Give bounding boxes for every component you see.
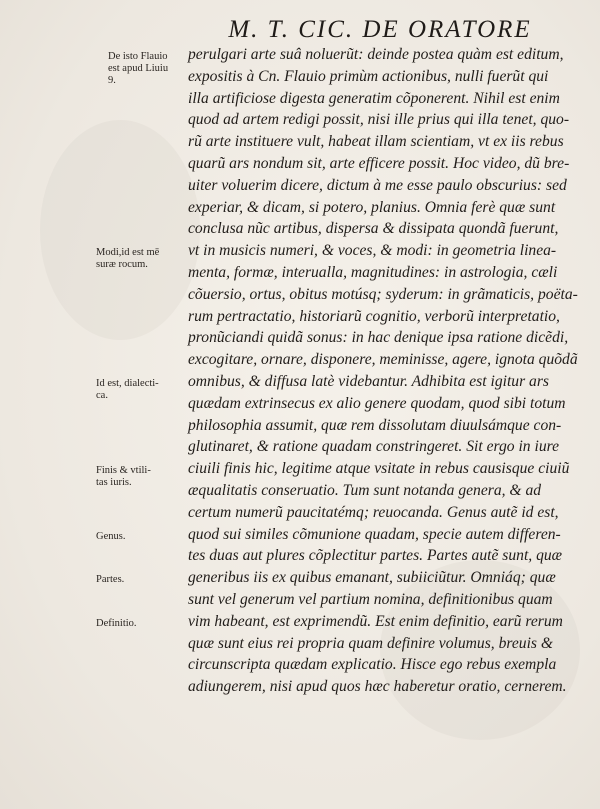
- margin-note-line: Genus.: [96, 530, 126, 542]
- text-line: conclusa nũc artibus, dispersa & dissipata quondã fuerunt,: [188, 220, 559, 238]
- margin-note-line: Modi,id est mē: [96, 247, 160, 259]
- text-line: omnibus, & diffusa latè videbantur. Adhibita est igitur ars: [188, 373, 549, 390]
- text-line: generibus iis ex quibus emanant, subiiciũtur. Omniáq; quæ: [188, 569, 556, 587]
- running-title: M. T. CIC. DE ORATORE: [228, 16, 532, 43]
- text-line: quædam extrinsecus ex alio genere quodam, quod sibi totum: [188, 394, 566, 412]
- margin-note: [96, 574, 196, 586]
- text-line: illa artificiose digesta generatim cõponerent. Nihil est enim: [188, 89, 560, 107]
- text-line: rũ arte instituere vult, habeat illam scientiam, vt ex iis rebus: [188, 133, 564, 151]
- text-line: sunt vel generum vel partium nomina, definitionibus quam: [188, 591, 553, 608]
- text-line: tes duas aut plures cõplectitur partes. Partes autẽ sunt, quæ: [188, 547, 563, 565]
- text-line: perulgari arte suâ noluerũt: deinde postea quàm est editum,: [188, 46, 564, 63]
- paper-stain: [40, 120, 200, 340]
- text-line: expositis à Cn. Flauio primùm actionibus, nulli fuerũt qui: [188, 67, 549, 85]
- text-line: quod ad artem redigi possit, nisi ille prius qui illa tenet, quo-: [188, 111, 570, 129]
- text-line: glutinaret, & ratione quadam constringeret. Sit ergo in iure: [188, 438, 560, 456]
- text-line: quarũ ars nondum sit, arte efficere possit. Hoc video, dũ bre-: [188, 155, 570, 172]
- text-line: vim habeant, est exprimendũ. Est enim definitio, earũ rerum: [188, 612, 563, 630]
- margin-note-line: De isto Flauio: [108, 51, 168, 62]
- text-line: experiar, & dicam, si potero, planius. Omnia ferè quæ sunt: [188, 198, 556, 216]
- margin-note: [96, 618, 196, 630]
- margin-note: [96, 465, 196, 489]
- text-line: adiungerem, nisi apud quos hæc haberetur oratio, cernerem.: [188, 678, 567, 696]
- text-line: cõuersio, ortus, obitus motúsq; syderum: in grãmaticis, poëta-: [188, 285, 578, 303]
- margin-note-line: Id est, dialecti-: [96, 378, 159, 389]
- margin-note: [96, 531, 196, 543]
- text-line: pronũciandi quidã sonus: in hac denique ipsa ratione dicẽdi,: [188, 329, 569, 347]
- text-line: quod sui similes cõmunione quadam, specie autem differen-: [188, 525, 561, 543]
- text-line: ciuili finis hic, legitime atque vsitate in rebus causisque ciuiũ: [188, 460, 570, 478]
- text-line: rum pertractatio, historiarũ cognitio, verborũ interpretatio,: [188, 307, 560, 325]
- margin-note-line: Finis & vtili-: [96, 465, 151, 477]
- text-line: menta, formæ, interualla, magnitudines: in astrologia, cæli: [188, 264, 558, 281]
- text-line: circunscripta quædam explicatio. Hisce ego rebus exempla: [188, 656, 557, 674]
- margin-note-line: 9.: [108, 75, 116, 86]
- margin-note-line: Partes.: [96, 574, 125, 586]
- text-line: certum numerũ paucitatémq; reuocanda. Genus autẽ id est,: [188, 503, 559, 521]
- text-line: excogitare, ornare, disponere, meminisse, agere, ignota quõdã: [188, 351, 578, 369]
- margin-note-line: suræ rocum.: [96, 259, 148, 271]
- text-line: æqualitatis conseruatio. Tum sunt notanda genera, & ad: [188, 482, 542, 499]
- text-line: quæ sunt eius rei propria quam definire volumus, breuis &: [188, 634, 553, 652]
- margin-note: [96, 247, 196, 271]
- text-line: vt in musicis numeri, & voces, & modi: in geometria linea-: [188, 242, 557, 260]
- margin-note: [96, 378, 196, 402]
- margin-note-line: tas iuris.: [96, 477, 132, 489]
- text-line: philosophia assumit, quæ rem dissolutam diuulsámque con-: [188, 416, 562, 434]
- margin-note-line: est apud Liuiu: [108, 63, 169, 74]
- text-line: uiter voluerim dicere, dictum à me esse paulo obscurius: sed: [188, 176, 567, 194]
- margin-note-line: ca.: [96, 390, 108, 401]
- margin-note-line: Definitio.: [96, 617, 137, 629]
